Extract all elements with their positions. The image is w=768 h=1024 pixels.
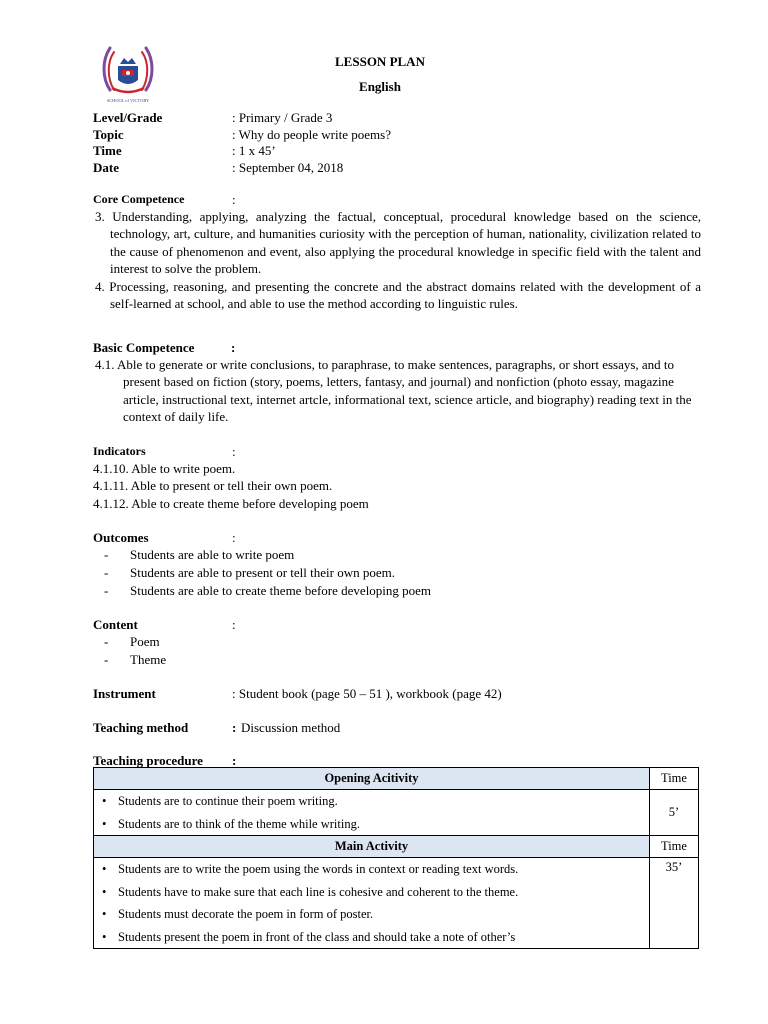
- content-colon: :: [232, 617, 236, 632]
- core-competence-list: [93, 208, 701, 312]
- outcome-text: Students are able to write poem: [130, 547, 295, 562]
- core-competence-heading: Core Competence: [93, 192, 185, 206]
- activity-text: Students are to continue their poem writing.: [118, 794, 338, 808]
- content-item: [104, 633, 166, 651]
- dash-marker: -: [104, 582, 109, 598]
- bullet-marker: •: [102, 907, 107, 921]
- opening-header-row: [94, 768, 699, 790]
- indicators-heading: Indicators: [93, 444, 146, 458]
- basic-competence-list: [95, 356, 703, 426]
- document-subject: English: [359, 79, 401, 94]
- logo-caption: SCHOOL of VICTORY: [106, 98, 150, 103]
- info-label: Time: [93, 143, 122, 158]
- basic-competence-colon: :: [231, 340, 236, 355]
- time-header: Time: [650, 836, 699, 858]
- opening-activity-header: Opening Acitivity: [94, 768, 650, 790]
- outcomes-colon: :: [232, 530, 236, 545]
- teaching-method-value: Discussion method: [241, 720, 341, 735]
- info-row-date: [93, 160, 391, 177]
- teaching-method-colon: :: [232, 720, 237, 735]
- outcomes-heading: Outcomes: [93, 530, 149, 545]
- info-value: : Why do people write poems?: [232, 126, 391, 142]
- teaching-procedure-colon: :: [232, 753, 237, 768]
- core-competence-item: 4. Processing, reasoning, and presenting the concrete and the abstract domains related with the development of a self-learned at school, and able to use the method according to linguistic rules.: [95, 278, 701, 312]
- basic-competence-heading: Basic Competence: [93, 340, 195, 355]
- indicator-item: 4.1.11. Able to present or tell their own poem.: [93, 478, 333, 494]
- dash-marker: -: [104, 547, 109, 562]
- info-row-time: [93, 143, 391, 160]
- opening-body-row: [94, 790, 699, 836]
- activity-text: Students are to write the poem using the words in context or reading text words.: [118, 862, 519, 876]
- list-item: [102, 881, 649, 904]
- info-block: [93, 110, 391, 176]
- opening-time-value: 5’: [650, 790, 699, 836]
- list-item: [102, 813, 649, 836]
- content-text: Poem: [130, 634, 160, 649]
- opening-activity-list: [94, 790, 649, 835]
- document-title: LESSON PLAN: [335, 54, 425, 69]
- content-list: [104, 633, 166, 669]
- teaching-method-heading: Teaching method: [93, 720, 189, 735]
- main-body-row: [94, 858, 699, 949]
- indicator-item: 4.1.12. Able to create theme before developing poem: [93, 495, 369, 511]
- indicators-colon: :: [232, 444, 236, 459]
- info-value: : Primary / Grade 3: [232, 110, 333, 125]
- main-activity-list: [94, 858, 649, 948]
- content-text: Theme: [130, 651, 167, 667]
- time-header: Time: [650, 768, 699, 790]
- content-heading: Content: [93, 617, 138, 632]
- info-label: Date: [93, 159, 119, 175]
- info-label: Level/Grade: [93, 110, 163, 125]
- bullet-marker: •: [102, 816, 107, 831]
- teaching-procedure-heading: Teaching procedure: [93, 753, 203, 768]
- outcome-text: Students are able to present or tell their own poem.: [130, 564, 395, 580]
- opening-activity-cell: [94, 790, 650, 836]
- indicators-list: [93, 460, 369, 512]
- teaching-procedure-table: [93, 767, 699, 949]
- bullet-marker: •: [102, 862, 107, 876]
- instrument-value: : Student book (page 50 – 51 ), workbook (page 42): [232, 686, 502, 701]
- info-row-topic: [93, 127, 391, 144]
- info-value: : September 04, 2018: [232, 159, 344, 175]
- core-competence-item: 3. Understanding, applying, analyzing the factual, conceptual, procedural knowledge based on the science, technology, art, culture, and humanities curiosity with the perception of human, nationality, civilization related to the cause of phenomenon and event, also applying the procedural knowledge in specific field with the talent and interest to solve the problem.: [95, 209, 701, 277]
- content-item: [104, 651, 166, 669]
- bullet-marker: •: [102, 884, 107, 899]
- indicator-item: 4.1.10. Able to write poem.: [93, 461, 236, 476]
- list-item: [102, 790, 649, 813]
- list-item: [102, 858, 649, 881]
- outcome-item: [104, 546, 431, 564]
- outcomes-list: [104, 546, 431, 599]
- activity-text: Students have to make sure that each line is cohesive and coherent to the theme.: [118, 884, 519, 899]
- outcome-text: Students are able to create theme before developing poem: [130, 582, 432, 598]
- main-time-value: 35’: [650, 858, 699, 949]
- dash-marker: -: [104, 651, 109, 667]
- bullet-marker: •: [102, 794, 107, 808]
- basic-competence-item: 4.1. Able to generate or write conclusions, to paraphrase, to make sentences, paragraphs, or short essays, and to present based on fiction (story, poems, letters, fantasy, and journal) and nonfiction (photo essay, magazine article, instructional text, internet artcle, informational text, science article, and biography) reading text in the context of daily life.: [95, 357, 692, 425]
- instrument-heading: Instrument: [93, 686, 156, 701]
- main-activity-cell: [94, 858, 650, 949]
- bullet-marker: •: [102, 929, 107, 944]
- activity-text: Students are to think of the theme while writing.: [118, 816, 360, 831]
- dash-marker: -: [104, 634, 109, 649]
- dash-marker: -: [104, 564, 109, 580]
- info-value: : 1 x 45’: [232, 143, 276, 158]
- list-item: [102, 903, 649, 926]
- school-logo: [98, 40, 158, 104]
- info-label: Topic: [93, 126, 124, 142]
- activity-text: Students present the poem in front of the class and should take a note of other’s: [118, 929, 516, 944]
- main-activity-header: Main Activity: [94, 836, 650, 858]
- list-item: [102, 926, 649, 949]
- info-row-level: [93, 110, 391, 127]
- main-header-row: [94, 836, 699, 858]
- activity-text: Students must decorate the poem in form of poster.: [118, 907, 374, 921]
- outcome-item: [104, 564, 431, 582]
- outcome-item: [104, 582, 431, 600]
- core-competence-colon: :: [232, 192, 236, 207]
